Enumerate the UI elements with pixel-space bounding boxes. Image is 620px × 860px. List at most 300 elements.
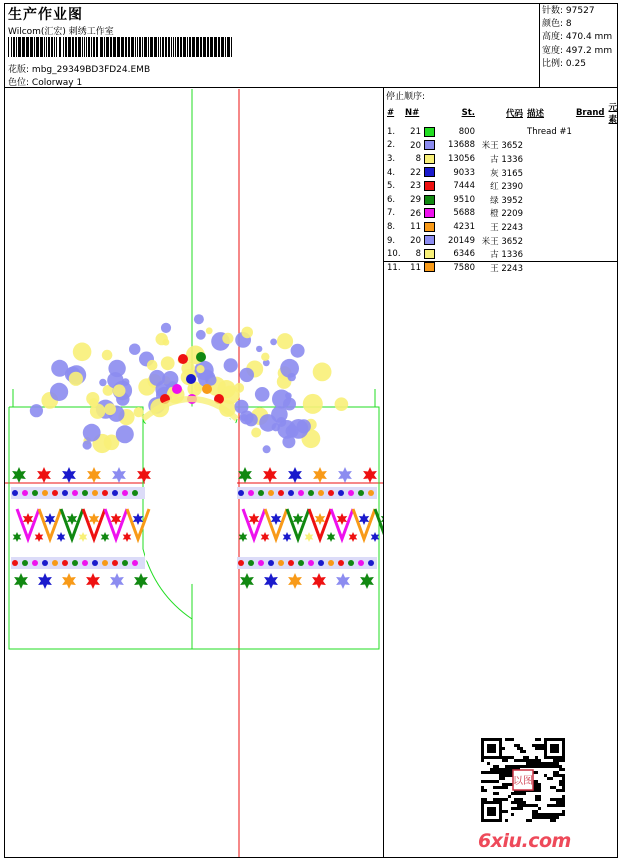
band-dot	[258, 560, 264, 566]
barcode-bar	[221, 37, 224, 57]
qr-module	[559, 768, 562, 771]
qr-module	[499, 768, 502, 771]
qr-module	[520, 792, 523, 795]
qr-module	[532, 813, 535, 816]
qr-module	[493, 798, 496, 801]
qr-module	[517, 744, 520, 747]
barcode-bar	[139, 37, 141, 57]
qr-module	[550, 798, 553, 801]
band-dot	[368, 490, 374, 496]
thread-desc	[525, 234, 574, 248]
thread-element	[607, 261, 620, 275]
qr-module	[544, 765, 547, 768]
qr-module	[535, 810, 538, 813]
thread-brand	[574, 193, 607, 207]
flower-petal	[83, 424, 101, 442]
thread-row	[385, 261, 620, 275]
qr-module	[481, 771, 484, 774]
qr-module	[535, 744, 538, 747]
qr-module	[505, 768, 508, 771]
flower-petal	[263, 445, 271, 453]
barcode-bar	[48, 37, 50, 57]
band-star-motif	[110, 573, 124, 589]
qr-module	[523, 756, 526, 759]
flower-petal	[303, 394, 323, 414]
band-star-motif	[288, 467, 302, 483]
thread-desc	[525, 247, 574, 261]
barcode-bar	[207, 37, 209, 57]
band-dot	[72, 490, 78, 496]
thread-stitches: 6346	[453, 249, 475, 260]
zigzag-flower	[133, 513, 143, 525]
thread-row	[385, 152, 620, 166]
thread-code: 灰 3165	[490, 168, 523, 179]
flower-petal	[102, 350, 113, 361]
qr-module	[538, 747, 541, 750]
barcode-bar	[160, 37, 161, 57]
barcode-bar	[214, 37, 217, 57]
qr-module	[547, 804, 550, 807]
colorway-line	[8, 75, 82, 88]
qr-module	[532, 744, 535, 747]
qr-module	[541, 747, 544, 750]
qr-module	[553, 786, 556, 789]
qr-module	[526, 756, 529, 759]
qr-module	[502, 759, 505, 762]
band-dot	[258, 490, 264, 496]
barcode-bar	[63, 37, 64, 57]
col-desc: 描述	[527, 109, 545, 119]
thread-index: 7.	[387, 208, 396, 219]
band-star-motif	[37, 467, 51, 483]
qr-module	[538, 765, 541, 768]
qr-module	[532, 762, 535, 765]
thread-brand	[574, 166, 607, 180]
thread-brand	[574, 207, 607, 221]
qr-module	[541, 744, 544, 747]
barcode-bar	[54, 37, 55, 57]
qr-module	[526, 762, 529, 765]
qr-module	[520, 765, 523, 768]
barcode-bar	[26, 37, 29, 57]
zigzag-flower	[239, 532, 248, 542]
band-star-motif	[134, 573, 148, 589]
barcode-bar	[75, 37, 77, 57]
qr-module	[493, 786, 496, 789]
qr-module	[535, 789, 538, 792]
thread-stitches: 20149	[447, 235, 475, 246]
qr-module	[547, 813, 550, 816]
qr-module	[559, 813, 562, 816]
thread-needle: 20	[410, 235, 421, 246]
barcode-bar	[78, 37, 81, 57]
qr-module	[523, 804, 526, 807]
qr-module	[562, 801, 565, 804]
qr-module	[496, 780, 499, 783]
qr-module	[532, 759, 535, 762]
barcode-bar	[106, 37, 109, 57]
qr-module	[535, 738, 538, 741]
qr-logo-stamp: 以图	[513, 776, 533, 787]
qr-module	[538, 738, 541, 741]
band-dot	[278, 490, 284, 496]
barcode-bar	[187, 37, 188, 57]
thread-needle: 23	[410, 181, 421, 192]
barcode-bar	[158, 37, 159, 57]
band-dot	[102, 490, 108, 496]
band-dot	[62, 560, 68, 566]
qr-module	[511, 807, 514, 810]
qr-module	[541, 762, 544, 765]
thread-color-swatch	[424, 167, 435, 177]
thread-element	[607, 139, 620, 153]
qr-module	[526, 819, 529, 822]
qr-module	[502, 777, 505, 780]
qr-module	[532, 810, 535, 813]
thread-row	[385, 220, 620, 234]
qr-module	[538, 762, 541, 765]
flower-petal	[156, 333, 168, 345]
qr-finder-core	[487, 744, 496, 753]
qr-module	[538, 783, 541, 786]
qr-module	[517, 804, 520, 807]
qr-module	[511, 756, 514, 759]
stat-colors: 颜色: 8	[542, 19, 572, 30]
zigzag-flower	[23, 513, 33, 525]
qr-module	[553, 765, 556, 768]
qr-module	[508, 783, 511, 786]
zigzag-flower	[57, 532, 66, 542]
qr-module	[523, 792, 526, 795]
qr-module	[547, 777, 550, 780]
band-dot	[298, 490, 304, 496]
flower-petal	[224, 358, 238, 372]
qr-module	[520, 807, 523, 810]
qr-module	[562, 795, 565, 798]
thread-index: 2.	[387, 140, 396, 151]
thread-index: 10.	[387, 249, 401, 260]
qr-module	[553, 774, 556, 777]
qr-module	[514, 765, 517, 768]
flower-petal	[196, 330, 206, 340]
qr-module	[550, 777, 553, 780]
col-element: 元素	[608, 103, 618, 125]
flower-petal	[194, 314, 204, 324]
barcode-bar	[192, 37, 195, 57]
thread-stitches: 9033	[453, 167, 475, 178]
band-star-motif	[87, 467, 101, 483]
thread-element	[607, 247, 620, 261]
zigzag-flower	[337, 513, 347, 525]
qr-module	[487, 771, 490, 774]
band-dot	[92, 490, 98, 496]
thread-needle: 11	[410, 222, 421, 233]
thread-stitches: 800	[458, 126, 475, 137]
qr-module	[517, 792, 520, 795]
thread-desc	[525, 166, 574, 180]
qr-module	[505, 786, 508, 789]
qr-module	[505, 759, 508, 762]
qr-module	[502, 783, 505, 786]
barcode-bar	[117, 37, 120, 57]
stat-width: 宽度: 497.2 mm	[542, 45, 613, 56]
qr-module	[505, 810, 508, 813]
qr-module	[556, 801, 559, 804]
barcode-bar	[44, 37, 45, 57]
band-star-motif	[263, 467, 277, 483]
qr-module	[529, 765, 532, 768]
qr-module	[481, 786, 484, 789]
qr-module	[535, 759, 538, 762]
thread-code: 王 2243	[490, 222, 523, 233]
qr-module	[517, 798, 520, 801]
thread-brand	[574, 179, 607, 193]
barcode-bar	[196, 37, 199, 57]
band-dot	[358, 490, 364, 496]
thread-brand	[574, 152, 607, 166]
thread-row	[385, 125, 620, 139]
qr-module	[517, 765, 520, 768]
band-dot	[358, 560, 364, 566]
qr-module	[538, 744, 541, 747]
qr-module	[562, 780, 565, 783]
barcode-bar	[177, 37, 179, 57]
col-index: #	[387, 108, 395, 118]
qr-module	[538, 816, 541, 819]
thread-color-swatch	[424, 127, 435, 137]
qr-module	[490, 771, 493, 774]
thread-code: 绿 3952	[490, 195, 523, 206]
thread-desc	[525, 152, 574, 166]
site-watermark: 6xiu.com	[478, 830, 571, 852]
thread-desc	[525, 193, 574, 207]
qr-module	[529, 819, 532, 822]
flower-petal	[83, 440, 92, 449]
thread-brand	[574, 261, 607, 275]
qr-module	[556, 759, 559, 762]
qr-module	[514, 801, 517, 804]
barcode-bar	[180, 37, 182, 57]
thread-color-swatch	[424, 262, 435, 272]
band-star-motif	[14, 573, 28, 589]
qr-module	[487, 762, 490, 765]
qr-module	[559, 801, 562, 804]
band-dot	[12, 490, 18, 496]
band-star-motif	[338, 467, 352, 483]
qr-module	[496, 798, 499, 801]
qr-module	[523, 759, 526, 762]
thread-index: 4.	[387, 167, 396, 178]
qr-module	[493, 765, 496, 768]
qr-module	[496, 786, 499, 789]
zigzag-flower	[249, 513, 259, 525]
qr-module	[484, 780, 487, 783]
barcode-bar	[203, 37, 206, 57]
qr-module	[535, 747, 538, 750]
flower-petal	[261, 353, 269, 361]
qr-module	[535, 795, 538, 798]
qr-module	[517, 801, 520, 804]
thread-needle: 8	[415, 249, 421, 260]
zigzag-flower	[89, 513, 99, 525]
qr-module	[487, 780, 490, 783]
barcode-bar	[84, 37, 85, 57]
band-star-motif	[264, 573, 278, 589]
qr-module	[538, 798, 541, 801]
flower-petal	[206, 327, 213, 334]
qr-module	[508, 738, 511, 741]
qr-module	[550, 762, 553, 765]
band-dot	[42, 560, 48, 566]
barcode-bar	[8, 37, 9, 57]
qr-module	[529, 762, 532, 765]
thread-desc	[525, 261, 574, 275]
qr-module	[490, 768, 493, 771]
qr-module	[508, 756, 511, 759]
qr-module	[508, 774, 511, 777]
zigzag-flower	[67, 513, 77, 525]
barcode-bar	[225, 37, 226, 57]
thread-desc	[525, 220, 574, 234]
qr-module	[559, 780, 562, 783]
band-dot	[308, 560, 314, 566]
flower-petal	[30, 404, 43, 417]
qr-module	[505, 798, 508, 801]
qr-module	[520, 804, 523, 807]
barcode-bar	[59, 37, 61, 57]
band-dot	[268, 560, 274, 566]
band-dot	[348, 560, 354, 566]
flower-petal	[161, 356, 175, 370]
qr-module	[502, 768, 505, 771]
barcode-bar	[131, 37, 134, 57]
zigzag-flower	[327, 532, 336, 542]
band-dot	[122, 490, 128, 496]
thread-needle-cell	[403, 179, 441, 193]
barcode-bar	[150, 37, 153, 57]
thread-element	[607, 220, 620, 234]
zigzag-flower	[123, 532, 132, 542]
qr-module	[511, 813, 514, 816]
qr-module	[517, 807, 520, 810]
flower-petal	[86, 392, 99, 405]
thread-row	[385, 193, 620, 207]
qr-module	[508, 768, 511, 771]
qr-module	[484, 771, 487, 774]
band-dot	[122, 560, 128, 566]
thread-index: 3.	[387, 153, 396, 164]
barcode-bar	[18, 37, 21, 57]
thread-stitches: 13056	[447, 153, 475, 164]
qr-module	[541, 813, 544, 816]
qr-module	[559, 759, 562, 762]
barcode-bar	[165, 37, 167, 57]
qr-module	[562, 774, 565, 777]
qr-module	[520, 747, 523, 750]
thread-color-swatch	[424, 140, 435, 150]
qr-module	[562, 777, 565, 780]
thread-color-swatch	[424, 208, 435, 218]
qr-module	[532, 765, 535, 768]
qr-module	[535, 771, 538, 774]
flower-petal	[99, 379, 106, 386]
barcode-bar	[93, 37, 95, 57]
qr-module	[535, 762, 538, 765]
thread-brand	[574, 247, 607, 261]
qr-module	[520, 750, 523, 753]
qr-module	[517, 747, 520, 750]
barcode-bar	[100, 37, 103, 57]
thread-needle-cell	[403, 234, 441, 248]
thread-color-swatch	[424, 235, 435, 245]
barcode-bar	[82, 37, 83, 57]
qr-finder-core	[487, 807, 496, 816]
qr-module	[529, 804, 532, 807]
barcode-bar	[56, 37, 57, 57]
thread-desc	[525, 179, 574, 193]
barcode-bar	[210, 37, 213, 57]
barcode-bar	[227, 37, 230, 57]
qr-module	[538, 813, 541, 816]
barcode-bar	[189, 37, 191, 57]
thread-code: 古 1336	[490, 250, 523, 261]
colorway-label: 色位:	[8, 78, 30, 88]
thread-needle: 29	[410, 195, 421, 206]
flower-petal	[313, 363, 332, 382]
flower-petal	[240, 368, 254, 382]
barcode-bar	[173, 37, 174, 57]
flower-petal	[255, 387, 270, 402]
thread-needle: 21	[410, 127, 421, 138]
zigzag-flower	[111, 513, 121, 525]
band-star-motif	[112, 467, 126, 483]
barcode-bar	[125, 37, 127, 57]
col-needle: N#	[405, 108, 420, 118]
design-file-line	[8, 62, 150, 75]
qr-module	[523, 750, 526, 753]
qr-module	[532, 804, 535, 807]
qr-module	[556, 813, 559, 816]
qr-module	[502, 798, 505, 801]
qr-module	[553, 819, 556, 822]
thread-needle-cell	[403, 139, 441, 153]
qr-module	[502, 786, 505, 789]
band-star-motif	[62, 467, 76, 483]
qr-module	[526, 804, 529, 807]
qr-module	[514, 807, 517, 810]
qr-module	[505, 774, 508, 777]
zigzag-flower	[359, 513, 369, 525]
thread-needle-cell	[403, 152, 441, 166]
qr-module	[547, 816, 550, 819]
qr-module	[496, 765, 499, 768]
qr-module	[562, 813, 565, 816]
qr-module	[481, 780, 484, 783]
band-dot	[52, 560, 58, 566]
thread-stitches: 13688	[447, 140, 475, 151]
qr-module	[490, 780, 493, 783]
qr-module	[511, 801, 514, 804]
barcode-bar	[175, 37, 176, 57]
thread-code: 橙 2209	[490, 209, 523, 220]
barcode-bar	[40, 37, 43, 57]
flower-petal	[251, 428, 261, 438]
thread-color-swatch	[424, 181, 435, 191]
thread-index: 11.	[387, 262, 401, 273]
page-title: 生产作业图	[8, 7, 83, 23]
thread-code: 古 1336	[490, 154, 523, 165]
band-dot	[82, 560, 88, 566]
